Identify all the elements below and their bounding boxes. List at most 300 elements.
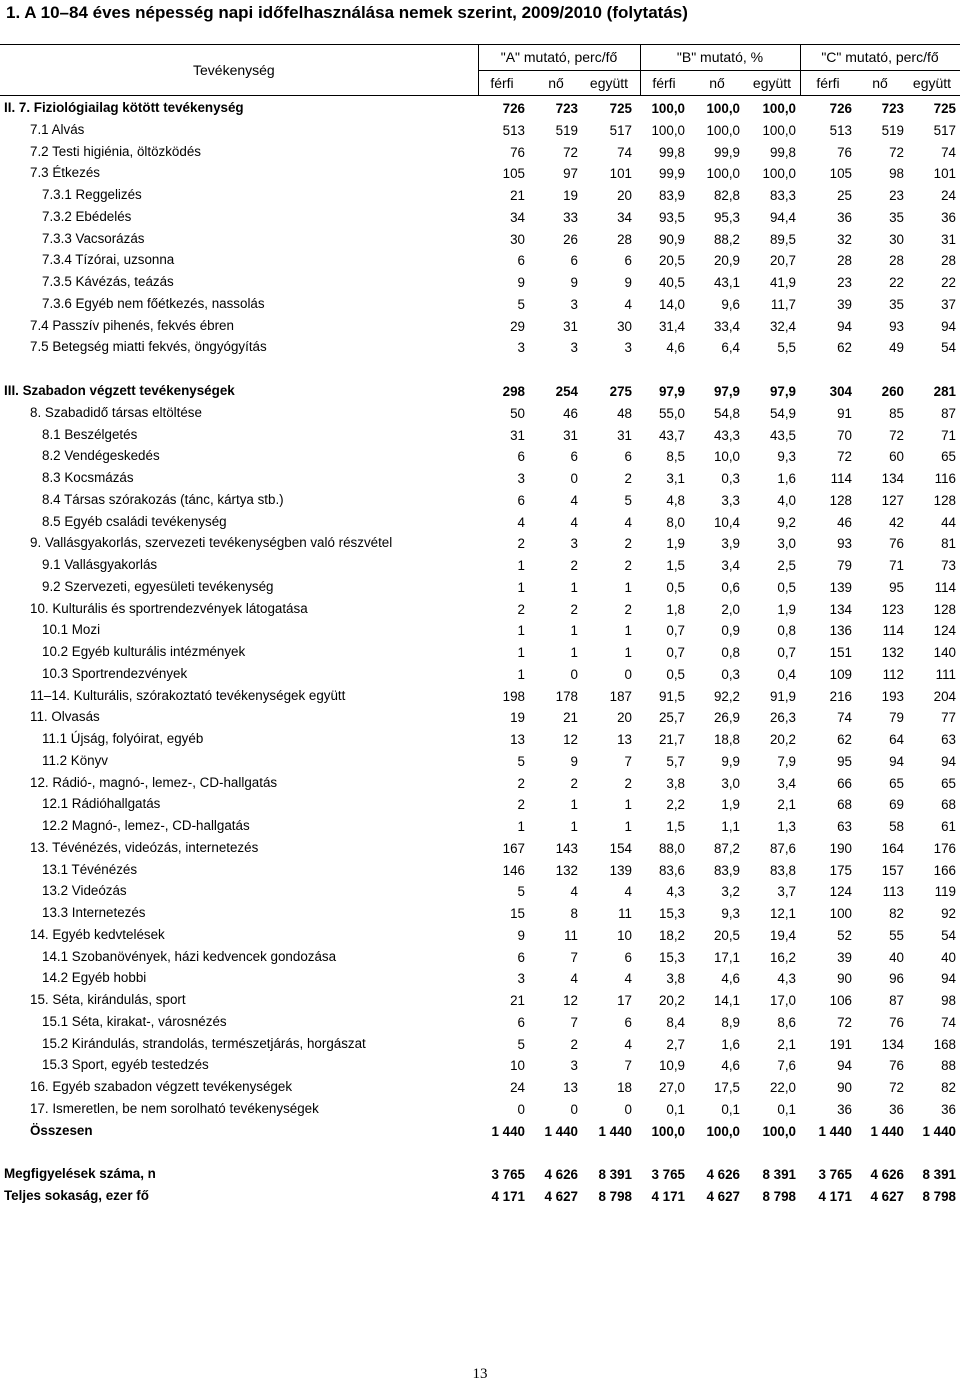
row-value: 72 xyxy=(889,427,904,443)
row-value: 11,7 xyxy=(770,296,796,312)
row-value: 6 xyxy=(517,1014,525,1030)
row-value: 30 xyxy=(510,231,525,247)
row-value: 42 xyxy=(889,514,904,530)
row-value: 65 xyxy=(889,775,904,791)
row-value: 97,9 xyxy=(769,384,796,399)
row-value: 43,7 xyxy=(658,427,685,443)
table-row xyxy=(0,512,960,534)
row-value: 28 xyxy=(941,253,956,269)
row-value: 97,9 xyxy=(658,384,685,399)
row-value: 48 xyxy=(617,405,632,421)
row-value: 4,6 xyxy=(666,340,685,356)
row-value: 4 xyxy=(624,971,632,987)
row-value: 70 xyxy=(837,427,852,443)
row-value: 132 xyxy=(881,645,904,660)
row-value: 1 xyxy=(570,579,578,595)
row-label: 10. Kulturális és sportrendezvények látogatása xyxy=(30,600,308,616)
row-value: 33 xyxy=(563,209,578,225)
row-value: 124 xyxy=(829,884,852,900)
row-label: 14.2 Egyéb hobbi xyxy=(42,970,147,986)
row-value: 8,0 xyxy=(666,514,685,530)
table-row xyxy=(0,773,960,795)
row-value: 71 xyxy=(941,427,956,443)
row-value: 4 xyxy=(570,492,578,508)
row-label: Megfigyelések száma, n xyxy=(4,1166,156,1182)
row-value: 83,9 xyxy=(713,862,740,878)
row-value: 134 xyxy=(829,601,852,617)
table-row xyxy=(0,1186,960,1208)
row-value: 6 xyxy=(624,949,632,965)
row-value: 76 xyxy=(889,1014,904,1030)
header-sub-8: együtt xyxy=(912,75,952,91)
row-value: 132 xyxy=(555,862,578,878)
table-row xyxy=(0,794,960,816)
row-value: 10 xyxy=(510,1058,525,1074)
row-value: 96 xyxy=(889,971,904,987)
row-value: 190 xyxy=(829,840,852,856)
row-value: 22,0 xyxy=(769,1080,796,1095)
row-value: 9 xyxy=(517,275,525,290)
row-value: 725 xyxy=(933,101,956,116)
row-value: 3 765 xyxy=(818,1167,852,1183)
row-value: 9 xyxy=(570,753,578,769)
row-value: 39 xyxy=(837,949,852,965)
row-value: 7 xyxy=(570,1014,578,1030)
row-label: 7.1 Alvás xyxy=(30,121,85,137)
row-value: 92,2 xyxy=(713,688,740,704)
header-top-border xyxy=(0,44,960,45)
row-value: 1,5 xyxy=(666,558,685,573)
row-value: 17,0 xyxy=(769,993,796,1008)
row-value: 13 xyxy=(510,732,525,747)
row-label: 8.3 Kocsmázás xyxy=(42,470,134,485)
row-value: 33,4 xyxy=(713,318,740,334)
row-value: 8 798 xyxy=(762,1189,796,1204)
table-row xyxy=(0,642,960,664)
table-row xyxy=(0,620,960,642)
row-value: 98 xyxy=(889,166,904,182)
row-label: 14.1 Szobanövények, házi kedvencek gondozása xyxy=(42,948,337,964)
row-value: 8 391 xyxy=(922,1167,956,1183)
row-value: 43,1 xyxy=(713,275,740,290)
row-value: 76 xyxy=(889,536,904,552)
row-value: 1 440 xyxy=(922,1123,956,1139)
table-title: 1. A 10–84 éves népesség napi időfelhasználása nemek szerint, 2009/2010 (folytatás) xyxy=(6,3,688,22)
row-value: 98 xyxy=(941,993,956,1008)
row-value: 6 xyxy=(517,253,525,269)
row-value: 128 xyxy=(829,492,852,508)
table-row xyxy=(0,250,960,272)
header-sub-1: nő xyxy=(548,75,564,91)
row-value: 134 xyxy=(881,1036,904,1052)
row-value: 5 xyxy=(517,753,525,769)
row-value: 167 xyxy=(502,840,525,856)
row-value: 2 xyxy=(624,601,632,617)
row-value: 513 xyxy=(502,122,525,138)
row-value: 3 xyxy=(570,296,578,312)
row-label: 15.2 Kirándulás, strandolás, természetjárás, horgászat xyxy=(42,1035,366,1051)
row-label: 13.3 Internetezés xyxy=(42,905,146,920)
row-label: 7.3 Étkezés xyxy=(30,165,100,181)
row-label: 13.1 Tévénézés xyxy=(42,861,138,877)
row-value: 20,2 xyxy=(769,732,796,747)
row-value: 3,2 xyxy=(721,884,740,900)
row-value: 44 xyxy=(941,514,956,530)
row-value: 726 xyxy=(502,101,525,116)
row-value: 40,5 xyxy=(658,275,685,290)
header-sub-7: nő xyxy=(872,75,888,91)
row-value: 10,0 xyxy=(713,449,740,465)
row-value: 3 xyxy=(570,536,578,552)
table-row xyxy=(0,446,960,468)
table-row xyxy=(0,599,960,621)
row-value: 7 xyxy=(570,949,578,965)
row-value: 12 xyxy=(563,993,578,1008)
row-value: 2,1 xyxy=(777,797,796,813)
row-value: 15,3 xyxy=(658,949,685,965)
row-value: 0 xyxy=(624,1101,632,1117)
row-value: 34 xyxy=(617,209,632,225)
row-value: 95 xyxy=(837,753,852,769)
row-value: 111 xyxy=(935,666,956,682)
row-value: 2,7 xyxy=(666,1036,685,1052)
table-row xyxy=(0,272,960,294)
row-value: 6,4 xyxy=(721,340,740,356)
row-label: 12.2 Magnó-, lemez-, CD-hallgatás xyxy=(42,818,250,833)
row-value: 4 627 xyxy=(706,1189,740,1204)
row-value: 0,1 xyxy=(777,1101,796,1117)
row-value: 517 xyxy=(609,122,632,138)
table-row xyxy=(0,968,960,990)
row-value: 31 xyxy=(941,231,956,247)
row-value: 4,3 xyxy=(777,971,796,987)
table-row xyxy=(0,337,960,359)
table-row xyxy=(0,686,960,708)
row-value: 23 xyxy=(837,275,852,290)
row-label: 14. Egyéb kedvtelések xyxy=(30,926,165,942)
row-value: 62 xyxy=(837,732,852,747)
row-value: 20 xyxy=(617,710,632,726)
row-value: 93 xyxy=(837,536,852,552)
row-value: 151 xyxy=(829,645,852,660)
row-label: 11.2 Könyv xyxy=(42,752,109,768)
row-value: 2,1 xyxy=(777,1036,796,1052)
row-value: 178 xyxy=(555,688,578,704)
row-value: 32,4 xyxy=(769,318,796,334)
row-value: 68 xyxy=(837,797,852,813)
page-number: 13 xyxy=(472,1366,488,1382)
row-value: 2 xyxy=(517,601,525,617)
row-value: 157 xyxy=(881,862,904,878)
row-value: 4 171 xyxy=(818,1189,852,1204)
row-value: 3,3 xyxy=(721,492,740,508)
row-value: 23 xyxy=(889,188,904,203)
row-value: 1,3 xyxy=(777,819,796,834)
row-value: 34 xyxy=(510,209,525,225)
row-value: 87 xyxy=(889,993,904,1008)
row-value: 6 xyxy=(517,949,525,965)
row-value: 19,4 xyxy=(769,927,796,943)
row-value: 55,0 xyxy=(658,405,685,421)
row-label: 7.3.1 Reggelizés xyxy=(42,187,142,202)
row-value: 139 xyxy=(609,862,632,878)
table-row xyxy=(0,1121,960,1143)
row-label: II. 7. Fiziológiailag kötött tevékenység xyxy=(4,100,244,115)
row-value: 20,7 xyxy=(769,253,796,269)
row-value: 97 xyxy=(563,166,578,182)
row-value: 31 xyxy=(563,427,578,443)
row-value: 100,0 xyxy=(706,101,740,116)
row-value: 8,5 xyxy=(666,449,685,465)
row-value: 0 xyxy=(570,1101,578,1117)
row-value: 12,1 xyxy=(769,906,796,921)
table-row xyxy=(0,142,960,164)
row-value: 64 xyxy=(889,732,904,747)
table-row xyxy=(0,555,960,577)
row-value: 12 xyxy=(563,732,578,747)
row-value: 4 171 xyxy=(491,1189,525,1204)
row-value: 1 xyxy=(570,797,578,813)
row-value: 32 xyxy=(837,231,852,247)
row-value: 3 xyxy=(517,471,525,486)
row-value: 114 xyxy=(882,623,904,639)
row-value: 17,1 xyxy=(713,949,740,965)
row-value: 4 xyxy=(570,514,578,530)
row-value: 85 xyxy=(889,405,904,421)
row-value: 25,7 xyxy=(658,710,685,726)
row-value: 82 xyxy=(941,1080,956,1095)
row-value: 69 xyxy=(889,797,904,813)
row-value: 0,7 xyxy=(666,623,685,639)
row-label: 7.5 Betegség miatti fekvés, öngyógyítás xyxy=(30,339,267,355)
table-row xyxy=(0,1164,960,1186)
row-value: 0,4 xyxy=(777,666,796,682)
row-value: 5,5 xyxy=(777,340,796,356)
header-bottom-border xyxy=(0,95,960,96)
row-value: 31,4 xyxy=(658,318,685,334)
header-sub-2: együtt xyxy=(589,75,629,91)
row-value: 1,8 xyxy=(666,601,685,617)
row-value: 4,8 xyxy=(666,492,685,508)
row-value: 9 xyxy=(624,275,632,290)
row-label: 8.4 Társas szórakozás (tánc, kártya stb.) xyxy=(42,491,284,507)
row-label: 8.2 Vendégeskedés xyxy=(42,448,160,464)
row-value: 0,1 xyxy=(721,1101,740,1117)
row-value: 2 xyxy=(517,775,525,791)
row-value: 134 xyxy=(881,471,904,486)
table-row xyxy=(0,381,960,403)
row-value: 94,4 xyxy=(769,209,796,225)
table-row xyxy=(0,207,960,229)
row-value: 20,2 xyxy=(658,993,685,1008)
row-value: 49 xyxy=(889,340,904,356)
row-value: 79 xyxy=(889,710,904,726)
row-value: 99,9 xyxy=(713,144,740,160)
row-value: 21,7 xyxy=(658,732,685,747)
row-value: 46 xyxy=(563,405,578,421)
row-value: 2 xyxy=(570,1036,578,1052)
header-sub-6: férfi xyxy=(816,75,840,91)
row-value: 94 xyxy=(837,1058,852,1074)
row-value: 88,0 xyxy=(658,840,685,856)
row-value: 1,9 xyxy=(666,536,685,552)
row-value: 0 xyxy=(517,1101,525,1117)
row-value: 1,9 xyxy=(777,601,796,617)
row-value: 166 xyxy=(933,862,956,878)
row-value: 0,5 xyxy=(666,666,685,682)
header-group-underline xyxy=(478,70,960,71)
row-value: 13 xyxy=(617,732,632,747)
row-value: 3 xyxy=(517,340,525,356)
row-value: 6 xyxy=(517,492,525,508)
row-value: 6 xyxy=(570,449,578,465)
row-value: 3,4 xyxy=(721,558,740,573)
row-label: 7.4 Passzív pihenés, fekvés ébren xyxy=(30,317,234,333)
row-value: 28 xyxy=(837,253,852,269)
row-value: 31 xyxy=(617,427,632,443)
row-value: 8 391 xyxy=(762,1167,796,1183)
table-row xyxy=(0,707,960,729)
row-value: 22 xyxy=(889,275,904,290)
table-row xyxy=(0,664,960,686)
row-value: 20,5 xyxy=(658,253,685,269)
row-value: 2 xyxy=(624,536,632,552)
row-value: 726 xyxy=(829,101,852,116)
row-value: 1 xyxy=(517,819,525,834)
row-value: 68 xyxy=(941,797,956,813)
row-label: 12. Rádió-, magnó-, lemez-, CD-hallgatás xyxy=(30,774,278,790)
row-value: 81 xyxy=(941,536,956,552)
header-sub-3: férfi xyxy=(652,75,676,91)
row-value: 26,3 xyxy=(769,710,796,726)
row-value: 21 xyxy=(510,188,525,203)
row-value: 8,9 xyxy=(721,1014,740,1030)
row-value: 1 xyxy=(517,558,525,573)
row-label: Összesen xyxy=(30,1122,93,1138)
row-value: 58 xyxy=(889,819,904,834)
row-value: 11 xyxy=(564,927,578,943)
row-value: 94 xyxy=(941,318,956,334)
row-value: 8,4 xyxy=(666,1014,685,1030)
row-value: 216 xyxy=(829,688,852,704)
row-value: 4 171 xyxy=(651,1189,685,1204)
row-value: 127 xyxy=(881,492,904,508)
row-value: 100,0 xyxy=(762,166,796,182)
row-value: 9,3 xyxy=(721,906,740,921)
row-value: 95 xyxy=(889,579,904,595)
row-value: 54,8 xyxy=(713,405,740,421)
row-value: 4,6 xyxy=(721,971,740,987)
row-value: 90 xyxy=(837,1080,852,1095)
header-group-c: "C" mutató, perc/fő xyxy=(821,49,939,65)
row-value: 100 xyxy=(829,906,852,921)
row-value: 2 xyxy=(624,558,632,573)
row-value: 4 626 xyxy=(706,1167,740,1183)
row-value: 93,5 xyxy=(658,209,685,225)
row-value: 18,8 xyxy=(713,732,740,747)
row-label: 7.3.4 Tízórai, uzsonna xyxy=(42,252,175,268)
row-value: 72 xyxy=(889,1080,904,1095)
row-value: 61 xyxy=(941,819,956,834)
row-value: 8 xyxy=(570,906,578,921)
table-row xyxy=(0,163,960,185)
row-label: 7.3.2 Ebédelés xyxy=(42,208,132,224)
row-value: 2,5 xyxy=(777,558,796,573)
row-value: 2 xyxy=(624,471,632,486)
row-value: 65 xyxy=(941,775,956,791)
row-value: 1,6 xyxy=(721,1036,740,1052)
table-row xyxy=(0,751,960,773)
row-value: 5 xyxy=(517,884,525,900)
row-value: 164 xyxy=(881,840,904,856)
row-value: 100,0 xyxy=(706,166,740,182)
row-value: 1,1 xyxy=(721,819,740,834)
table-row xyxy=(0,1077,960,1099)
row-value: 1 xyxy=(624,797,632,813)
row-value: 36 xyxy=(889,1101,904,1117)
row-value: 20,9 xyxy=(713,253,740,269)
row-value: 18 xyxy=(617,1080,632,1095)
row-value: 2 xyxy=(624,775,632,791)
row-value: 513 xyxy=(829,122,852,138)
row-value: 92 xyxy=(941,906,956,921)
row-value: 8 391 xyxy=(598,1167,632,1183)
row-value: 100,0 xyxy=(706,122,740,138)
row-value: 20 xyxy=(617,188,632,203)
row-value: 3 765 xyxy=(491,1167,525,1183)
row-value: 3,7 xyxy=(777,884,796,900)
row-value: 39 xyxy=(837,296,852,312)
row-value: 93 xyxy=(889,318,904,334)
table-row xyxy=(0,881,960,903)
row-value: 72 xyxy=(837,449,852,465)
row-value: 16,2 xyxy=(769,949,796,965)
row-value: 1 440 xyxy=(544,1123,578,1139)
row-value: 100,0 xyxy=(651,1123,685,1139)
row-label: 8. Szabadidő társas eltöltése xyxy=(30,404,202,420)
row-value: 79 xyxy=(837,558,852,573)
row-value: 97,9 xyxy=(713,384,740,399)
row-value: 21 xyxy=(563,710,578,726)
row-value: 36 xyxy=(837,209,852,225)
row-value: 43,3 xyxy=(713,427,740,443)
row-value: 1 xyxy=(517,623,525,639)
row-value: 5 xyxy=(624,492,632,508)
row-value: 109 xyxy=(829,666,852,682)
row-label: 10.1 Mozi xyxy=(42,622,101,638)
row-value: 11 xyxy=(618,906,632,921)
row-value: 1 xyxy=(570,623,578,639)
row-value: 4,6 xyxy=(721,1058,740,1074)
row-value: 87 xyxy=(941,405,956,421)
row-value: 0,3 xyxy=(721,666,740,682)
row-value: 105 xyxy=(502,166,525,182)
row-value: 37 xyxy=(941,296,956,312)
row-value: 19 xyxy=(510,710,525,726)
row-label: 8.1 Beszélgetés xyxy=(42,426,138,442)
row-value: 40 xyxy=(941,949,956,965)
row-value: 9,6 xyxy=(721,296,740,312)
row-value: 260 xyxy=(881,384,904,399)
table-row xyxy=(0,294,960,316)
row-value: 9,2 xyxy=(777,514,796,530)
row-value: 82 xyxy=(889,906,904,921)
table-row xyxy=(0,98,960,120)
row-label: 12.1 Rádióhallgatás xyxy=(42,796,161,812)
row-value: 20,5 xyxy=(713,927,740,943)
table-row xyxy=(0,729,960,751)
row-value: 7 xyxy=(624,753,632,769)
